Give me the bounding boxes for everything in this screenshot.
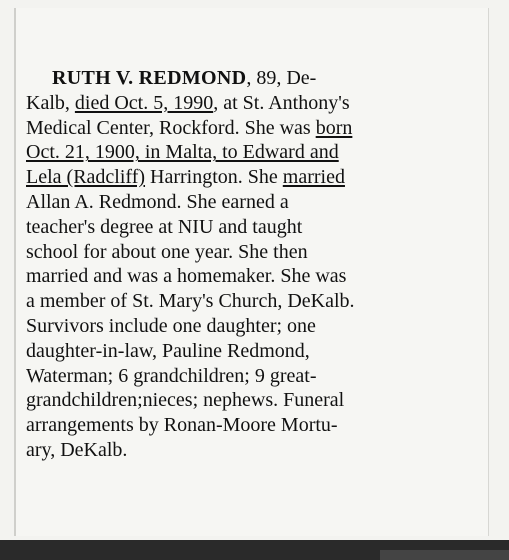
obituary-line-8: school for about one year. She then — [26, 240, 308, 263]
line-5-middle: Harrington. She — [145, 166, 283, 189]
birth-details: Oct. 21, 1900, in Malta, to Edward and — [26, 141, 339, 164]
scan-bottom-shadow — [380, 550, 509, 560]
obituary-line-4 — [26, 140, 466, 165]
obituary-line-7: teacher's degree at NIU and taught — [26, 215, 303, 238]
obituary-line-9: married and was a homemaker. She was — [26, 265, 347, 288]
line-1-rest: , 89, De- — [246, 67, 317, 89]
obituary-line-16: ary, DeKalb. — [26, 438, 128, 461]
obituary-line-1 — [26, 66, 466, 91]
obituary-line-10: a member of St. Mary's Church, DeKalb. — [26, 290, 355, 313]
obituary-line-11: Survivors include one daughter; one — [26, 314, 316, 337]
obituary-line-15: arrangements by Ronan-Moore Mortu- — [26, 414, 338, 437]
obituary-line-12: daughter-in-law, Pauline Redmond, — [26, 339, 310, 362]
obituary-line-14: grandchildren;nieces; nephews. Funeral — [26, 389, 345, 412]
born-word: born — [315, 116, 353, 139]
line-3-start: Medical Center, Rockford. She was — [26, 116, 316, 139]
deceased-name: RUTH V. REDMOND — [52, 67, 247, 89]
obituary-line-2 — [26, 91, 466, 116]
obituary-line-6: Allan A. Redmond. She earned a — [26, 190, 289, 213]
obituary-text — [26, 66, 466, 463]
mother-maiden-name: Lela (Radcliff) — [26, 166, 146, 189]
line-2-end: , at St. Anthony's — [213, 91, 350, 114]
obituary-line-13: Waterman; 6 grandchildren; 9 great- — [26, 364, 317, 387]
obituary-line-5 — [26, 165, 466, 190]
married-word: married — [282, 166, 345, 189]
obituary-line-3 — [26, 116, 466, 141]
death-date: died Oct. 5, 1990 — [74, 91, 214, 114]
line-2-start: Kalb, — [26, 91, 75, 114]
